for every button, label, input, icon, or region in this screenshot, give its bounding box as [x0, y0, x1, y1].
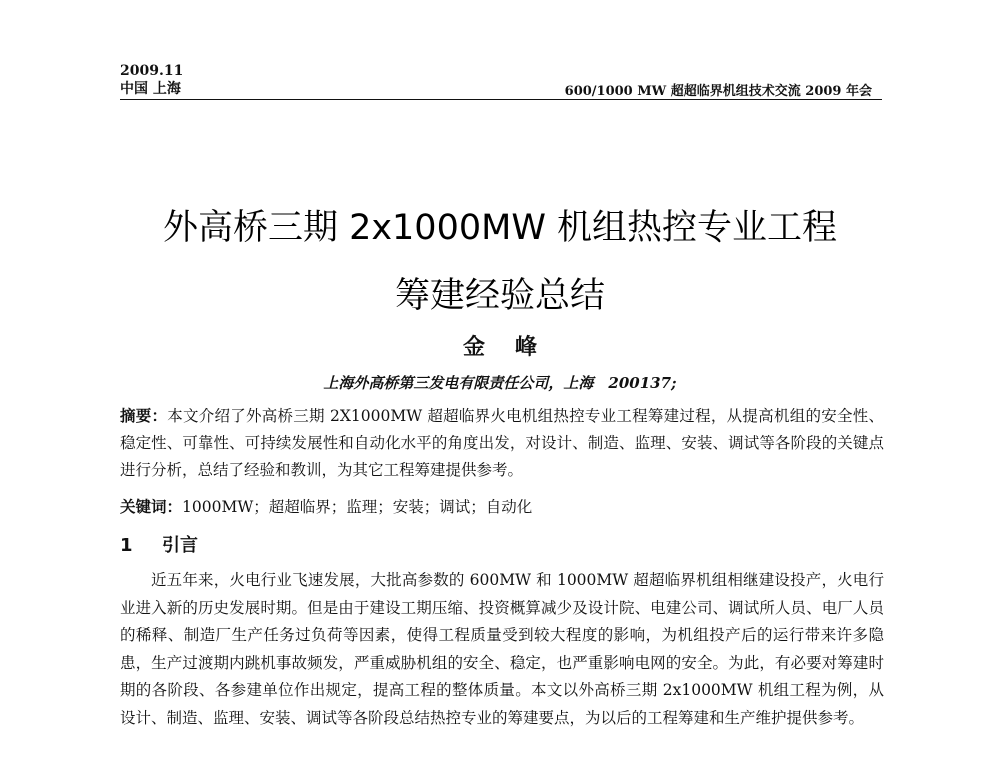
- keywords: [120, 493, 884, 521]
- paper-title-line-1: 外高桥三期 2x1000MW 机组热控专业工程: [162, 208, 838, 248]
- header-date: 2009.11: [120, 63, 184, 79]
- section-title: 引言: [162, 535, 198, 556]
- keywords-text: 1000MW；超超临界；监理；安装；调试；自动化: [182, 498, 533, 516]
- keywords-label: 关键词：: [120, 497, 183, 516]
- header-conference: 600/1000 MW 超超临界机组技术交流 2009 年会: [564, 84, 872, 99]
- header-location: 中国 上海: [120, 81, 181, 97]
- section-heading: [120, 531, 198, 557]
- paper-title-line-2: 筹建经验总结: [394, 276, 605, 316]
- abstract-text: 本文介绍了外高桥三期 2X1000MW 超超临界火电机组热控专业工程筹建过程，从提高机组的安全性、稳定性、可靠性、可持续发展性和自动化水平的角度出发，对设计、制造、监理、安装、调试等各阶段的关键点进行分析，总结了经验和教训，为其它工程筹建提供参考。: [120, 407, 884, 479]
- section-number: 1: [120, 535, 133, 556]
- affiliation: 上海外高桥第三发电有限责任公司，上海 200137;: [323, 374, 677, 392]
- header-rule: [120, 99, 882, 100]
- abstract: [120, 402, 884, 484]
- abstract-label: 摘要：: [120, 406, 168, 425]
- section-paragraph: 近五年来，火电行业飞速发展，大批高参数的 600MW 和 1000MW 超超临界机组相继建设投产，火电行业进入新的历史发展时期。但是由于建设工期压缩、投资概算减少及设计院、电建公司、调试所人员、电厂人员的稀释、制造厂生产任务过负荷等因素，使得工程质量受到较大程度的影响，为机组投产后的运行带来许多隐患，生产过渡期内跳机事故频发，严重威胁机组的安全、稳定，也严重影响电网的安全。为此，有必要对筹建时期的各阶段、各参建单位作出规定，提高工程的整体质量。本文以外高桥三期 2x1000MW 机组工程为例，从设计、制造、监理、安装、调试等各阶段总结热控专业的筹建要点，为以后的工程筹建和生产维护提供参考。: [120, 571, 884, 727]
- header-left: [120, 62, 183, 98]
- author-name: 金峰: [462, 334, 567, 360]
